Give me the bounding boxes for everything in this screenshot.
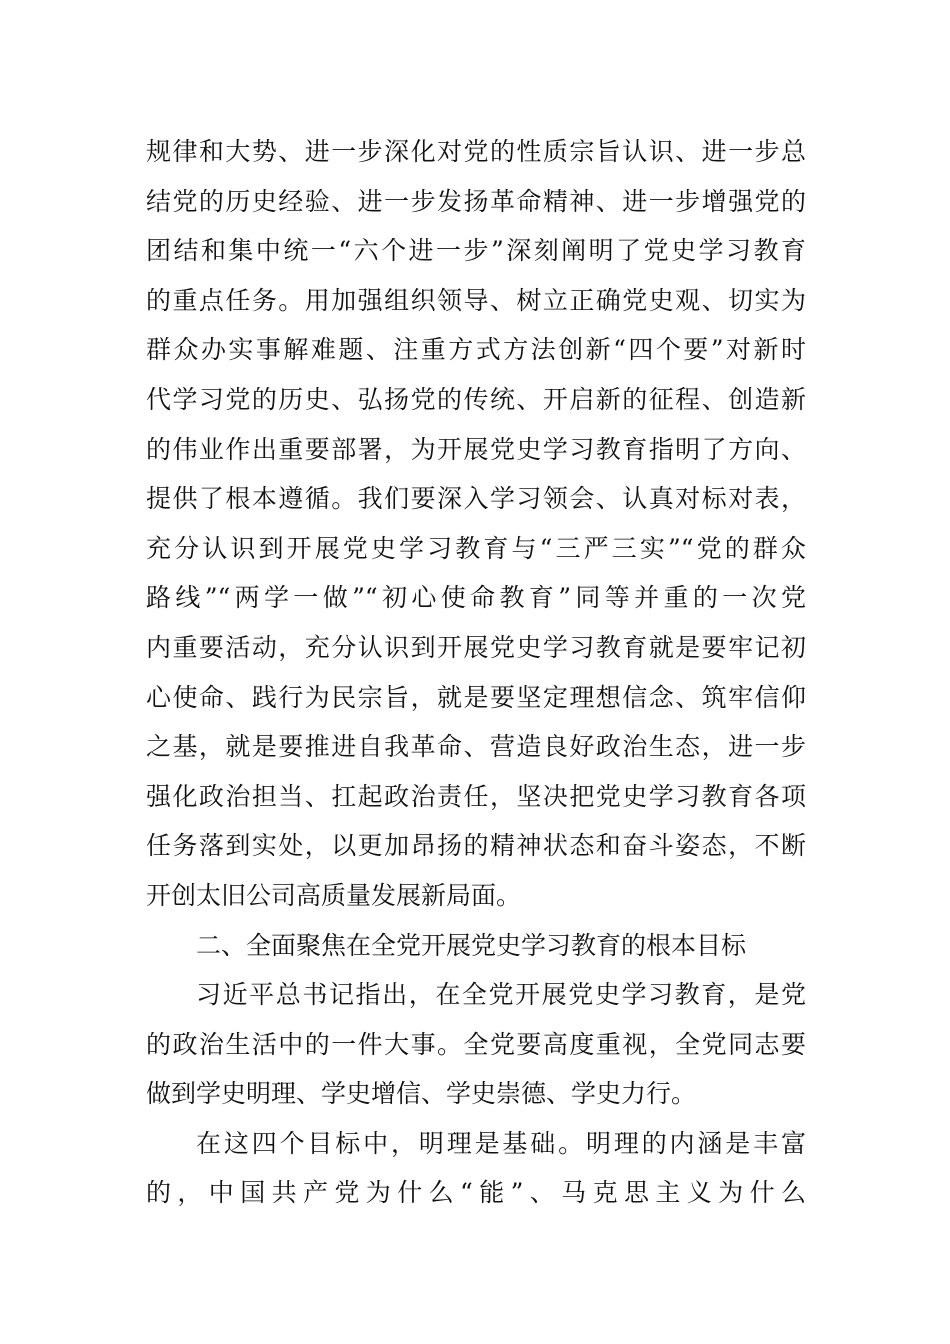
text-line: 群众办实事解难题、注重方式方法创新“四个要”对新时 — [146, 335, 806, 365]
text-line: 任务落到实处，以更加昂扬的精神状态和奋斗姿态，不断 — [146, 831, 806, 861]
text-line: 的，中国共产党为什么“能”、马克思主义为什么 — [146, 1178, 806, 1208]
text-line: 做到学史明理、学史增信、学史崇德、学史力行。 — [146, 1079, 697, 1109]
text-line: 充分认识到开展党史学习教育与“三严三实”“党的群众 — [146, 533, 806, 563]
text-line: 路线”“两学一做”“初心使命教育”同等并重的一次党 — [146, 583, 806, 613]
text-line: 团结和集中统一“六个进一步”深刻阐明了党史学习教育 — [146, 236, 806, 266]
text-line: 的重点任务。用加强组织领导、树立正确党史观、切实为 — [146, 285, 806, 315]
text-line: 二、全面聚焦在全党开展党史学习教育的根本目标 — [196, 930, 747, 960]
text-line: 在这四个目标中，明理是基础。明理的内涵是丰富 — [196, 1128, 806, 1158]
document-body — [146, 127, 806, 1218]
text-line: 开创太旧公司高质量发展新局面。 — [146, 880, 522, 910]
text-line: 提供了根本遵循。我们要深入学习领会、认真对标对表， — [146, 484, 806, 514]
text-line: 结党的历史经验、进一步发扬革命精神、进一步增强党的 — [146, 186, 806, 216]
text-line: 之基，就是要推进自我革命、营造良好政治生态，进一步 — [146, 732, 806, 762]
text-line: 的伟业作出重要部署，为开展党史学习教育指明了方向、 — [146, 434, 806, 464]
text-line: 代学习党的历史、弘扬党的传统、开启新的征程、创造新 — [146, 384, 806, 414]
text-line: 强化政治担当、扛起政治责任，坚决把党史学习教育各项 — [146, 781, 806, 811]
text-line: 的政治生活中的一件大事。全党要高度重视，全党同志要 — [146, 1029, 806, 1059]
text-line: 心使命、践行为民宗旨，就是要坚定理想信念、筑牢信仰 — [146, 682, 806, 712]
text-line: 规律和大势、进一步深化对党的性质宗旨认识、进一步总 — [146, 137, 806, 166]
text-line: 内重要活动，充分认识到开展党史学习教育就是要牢记初 — [146, 632, 806, 662]
text-line: 习近平总书记指出，在全党开展党史学习教育，是党 — [196, 980, 806, 1010]
